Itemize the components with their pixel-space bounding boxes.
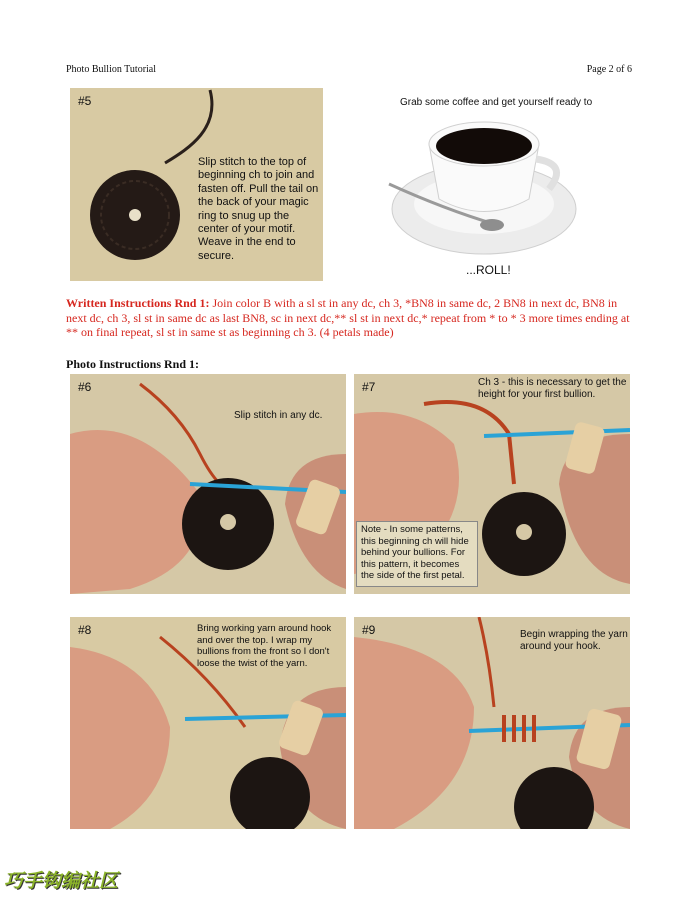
written-instructions-label: Written Instructions Rnd 1: bbox=[66, 296, 210, 310]
step-number: #9 bbox=[362, 623, 376, 637]
photo-step-8 bbox=[70, 617, 346, 829]
step-caption: Slip stitch to the top of beginning ch to join and fasten off. Pull the tail on the back of your magic ring to snug up the center of your motif. Weave in the end to secure. bbox=[198, 156, 319, 262]
photo-step-6 bbox=[70, 374, 346, 594]
page-number: Page 2 of 6 bbox=[586, 64, 632, 75]
hands-crochet-illustration bbox=[70, 374, 346, 594]
coffee-caption-top: Grab some coffee and get yourself ready to bbox=[400, 97, 593, 108]
photo-instructions-heading: Photo Instructions Rnd 1: bbox=[66, 357, 200, 371]
coffee-caption-bottom: ...ROLL! bbox=[466, 263, 511, 277]
photo-step-9 bbox=[354, 617, 630, 829]
step-caption: Begin wrapping the yarn around your hook. bbox=[520, 629, 628, 653]
document-title: Photo Bullion Tutorial bbox=[66, 64, 157, 75]
step-number: #6 bbox=[78, 380, 92, 394]
step-caption: Slip stitch in any dc. bbox=[234, 410, 323, 421]
written-instructions-text: Join color B with a sl st in any dc, ch 3, *BN8 in same dc, 2 BN8 in next dc, BN8 in next dc, ch 3, sl st in same dc as last BN8, sc in next dc,** sl st in next dc,* repeat from * to * 3 more times ending at ** on final repeat, sl st in same st as beginning ch 3. (4 petals made) bbox=[66, 296, 630, 340]
step-caption: Bring working yarn around hook and over the top. I wrap my bullions from the front so I don't loose the twist of the yarn. bbox=[197, 623, 332, 669]
step-number: #8 bbox=[78, 623, 92, 637]
watermark-logo: 巧手钩编社区 bbox=[4, 870, 119, 892]
coffee-cup-image bbox=[384, 104, 584, 264]
written-instructions bbox=[66, 296, 638, 340]
step-caption: Ch 3 - this is necessary to get the height for your first bullion. bbox=[478, 377, 627, 401]
note-box: Note - In some patterns, this beginning ch will hide behind your bullions. For this pattern, it becomes the side of the first petal. bbox=[356, 521, 478, 587]
photo-step-5 bbox=[70, 88, 323, 281]
step-number: #7 bbox=[362, 380, 376, 394]
step-number: #5 bbox=[78, 94, 92, 108]
photo-step-7 bbox=[354, 374, 630, 594]
